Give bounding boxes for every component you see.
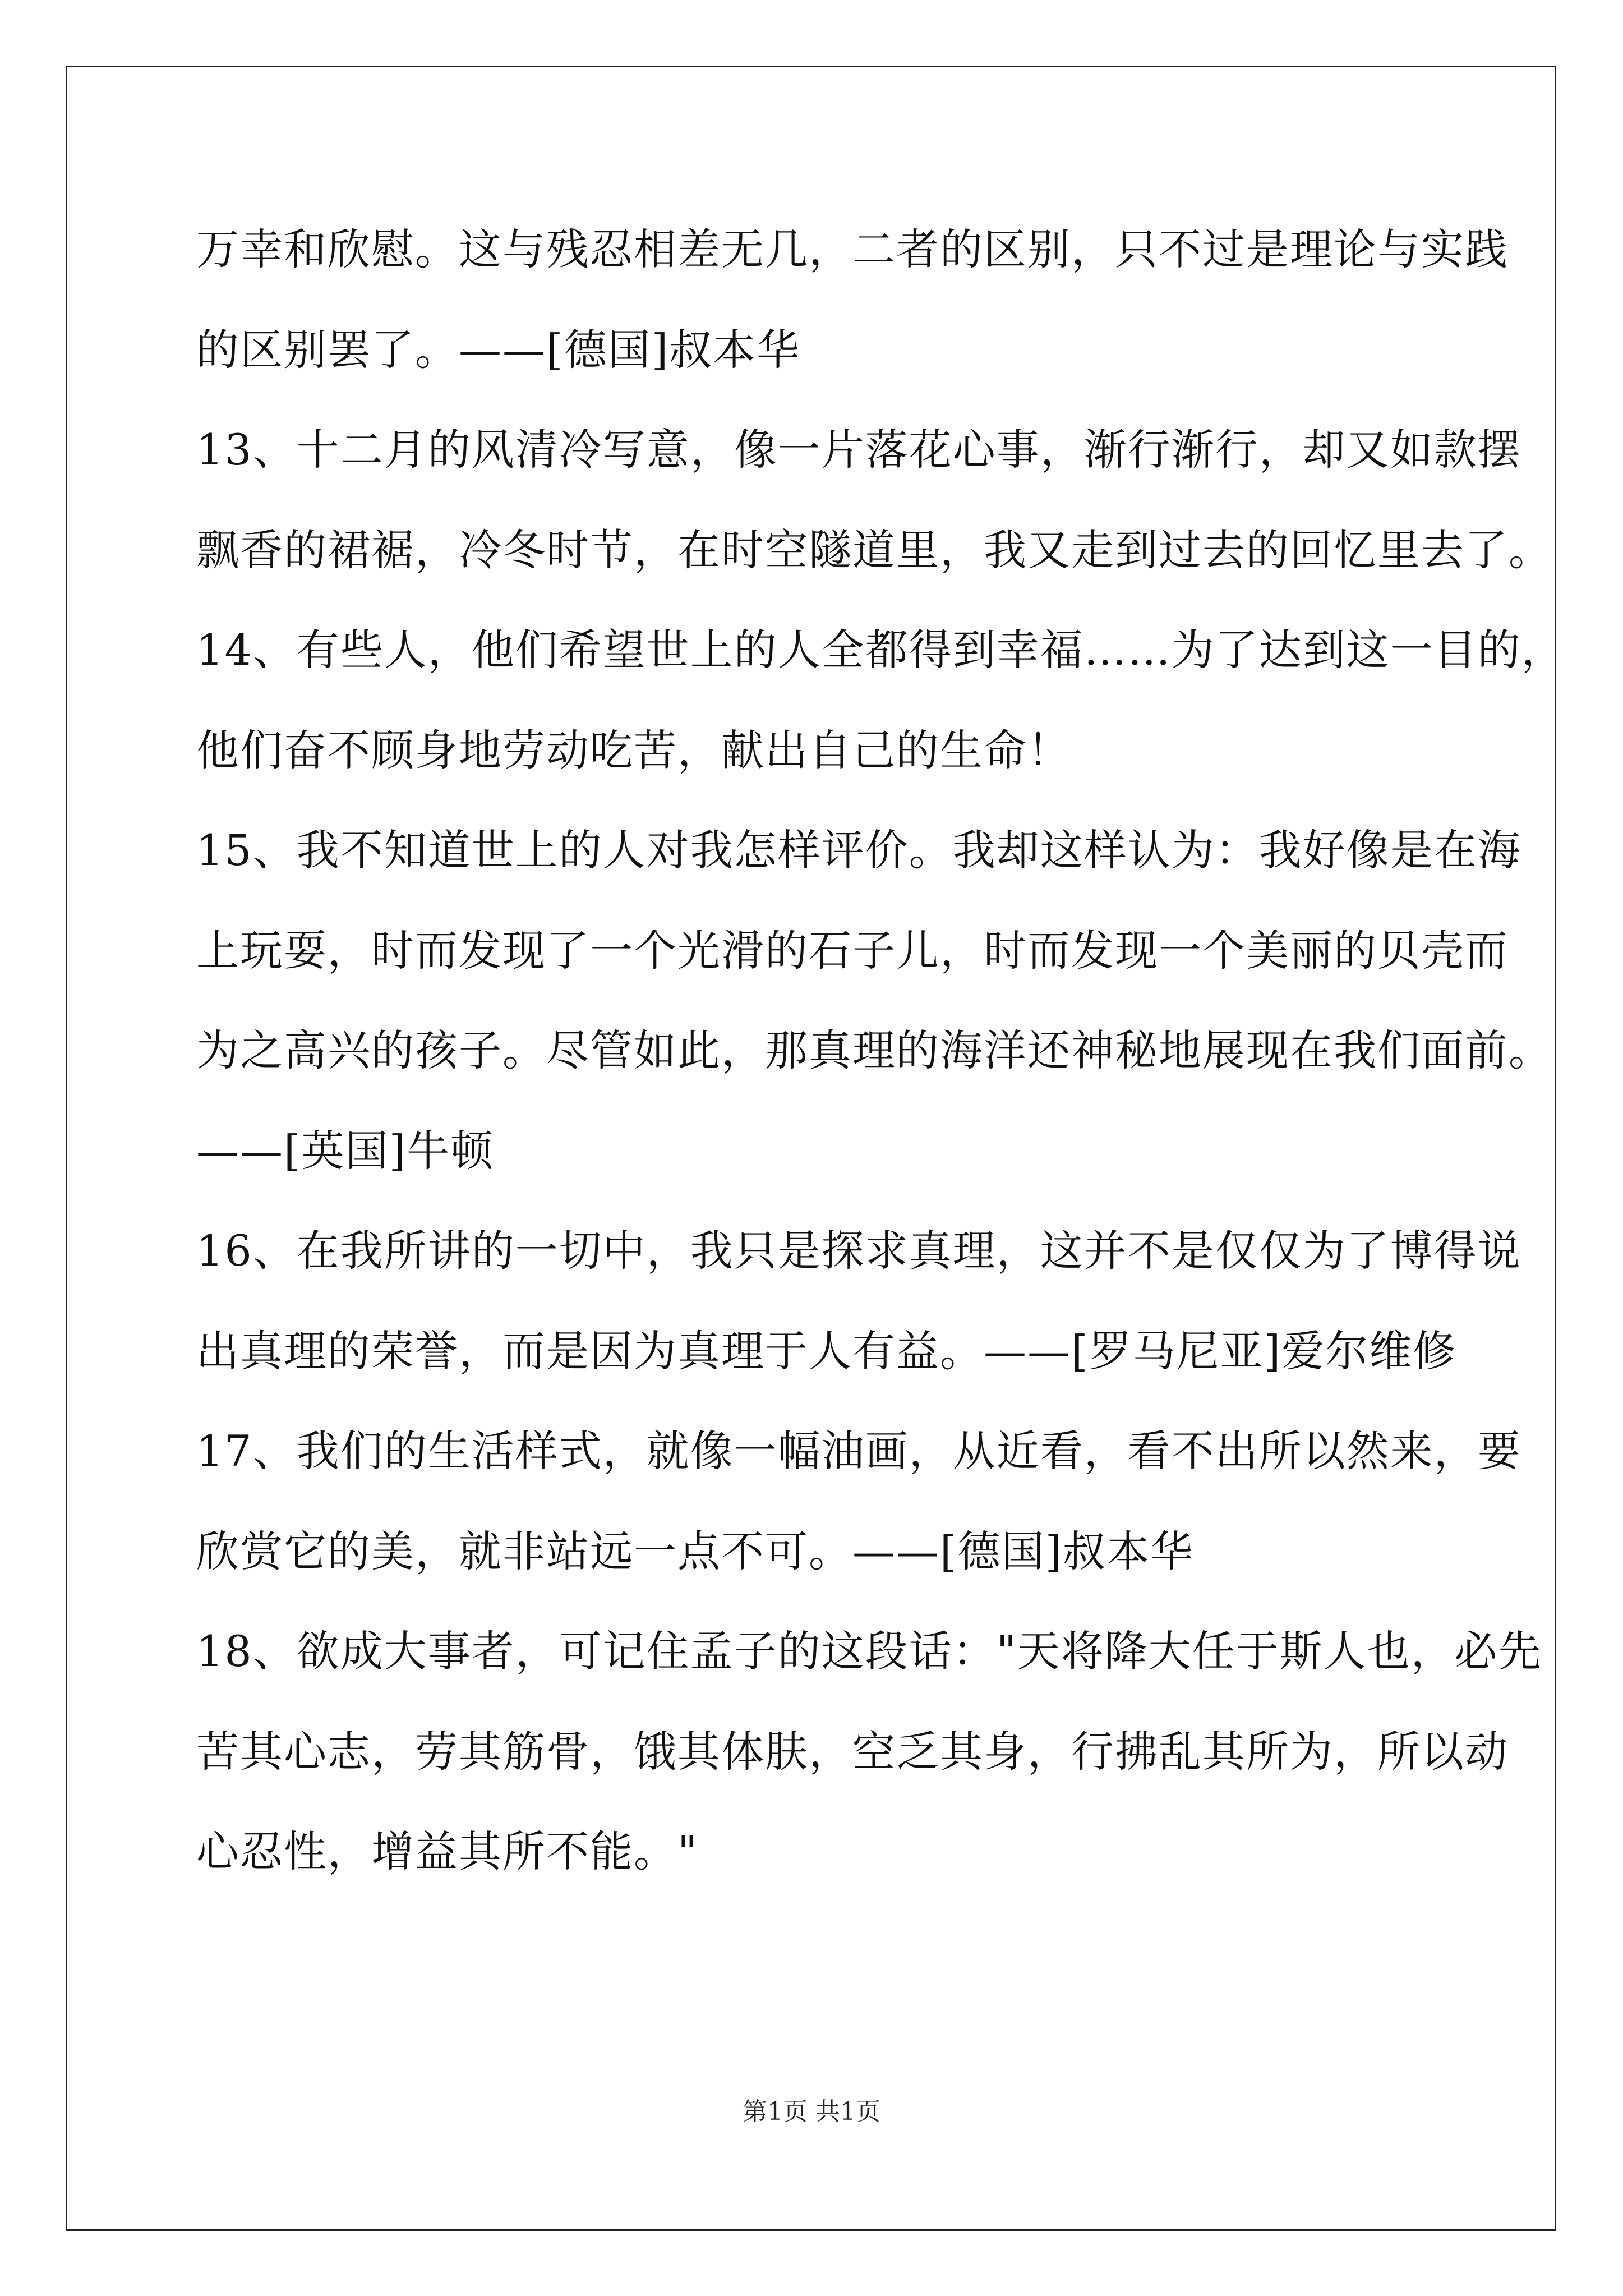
text-line: 他们奋不顾身地劳动吃苦，献出自己的生命！: [196, 725, 1071, 775]
text-line: 14、有些人，他们希望世上的人全都得到幸福……为了达到这一目的，: [196, 625, 1565, 675]
text-line: 上玩耍，时而发现了一个光滑的石子儿，时而发现一个美丽的贝壳而: [196, 925, 1509, 976]
text-line: 13、十二月的风清冷写意，像一片落花心事，渐行渐行，却又如款摆: [196, 425, 1521, 475]
text-line: ——[英国]牛顿: [196, 1125, 495, 1176]
text-line: 心忍性，增益其所不能。": [196, 1826, 698, 1876]
text-line: 18、欲成大事者，可记住孟子的这段话："天将降大任于斯人也，必先: [196, 1626, 1542, 1676]
text-line: 万幸和欣慰。这与残忍相差无几，二者的区别，只不过是理论与实践: [196, 224, 1509, 274]
text-line: 为之高兴的孩子。尽管如此，那真理的海洋还神秘地展现在我们面前。: [196, 1025, 1552, 1075]
page-footer: 第1页 共1页: [743, 2097, 880, 2126]
text-line: 出真理的荣誉，而是因为真理于人有益。——[罗马尼亚]爱尔维修: [196, 1326, 1457, 1376]
text-line: 15、我不知道世上的人对我怎样评价。我却这样认为：我好像是在海: [196, 825, 1521, 875]
text-line: 的区别罢了。——[德国]叔本华: [196, 324, 801, 375]
text-line: 飘香的裙裾，冷冬时节，在时空隧道里，我又走到过去的回忆里去了。: [196, 524, 1552, 575]
text-line: 苦其心志，劳其筋骨，饿其体肤，空乏其身，行拂乱其所为，所以动: [196, 1726, 1509, 1777]
document-body: [196, 222, 1565, 1924]
text-line: 16、在我所讲的一切中，我只是探求真理，这并不是仅仅为了博得说: [196, 1226, 1521, 1276]
text-line: 17、我们的生活样式，就像一幅油画，从近看，看不出所以然来，要: [196, 1426, 1521, 1476]
text-line: 欣赏它的美，就非站远一点不可。——[德国]叔本华: [196, 1526, 1195, 1576]
